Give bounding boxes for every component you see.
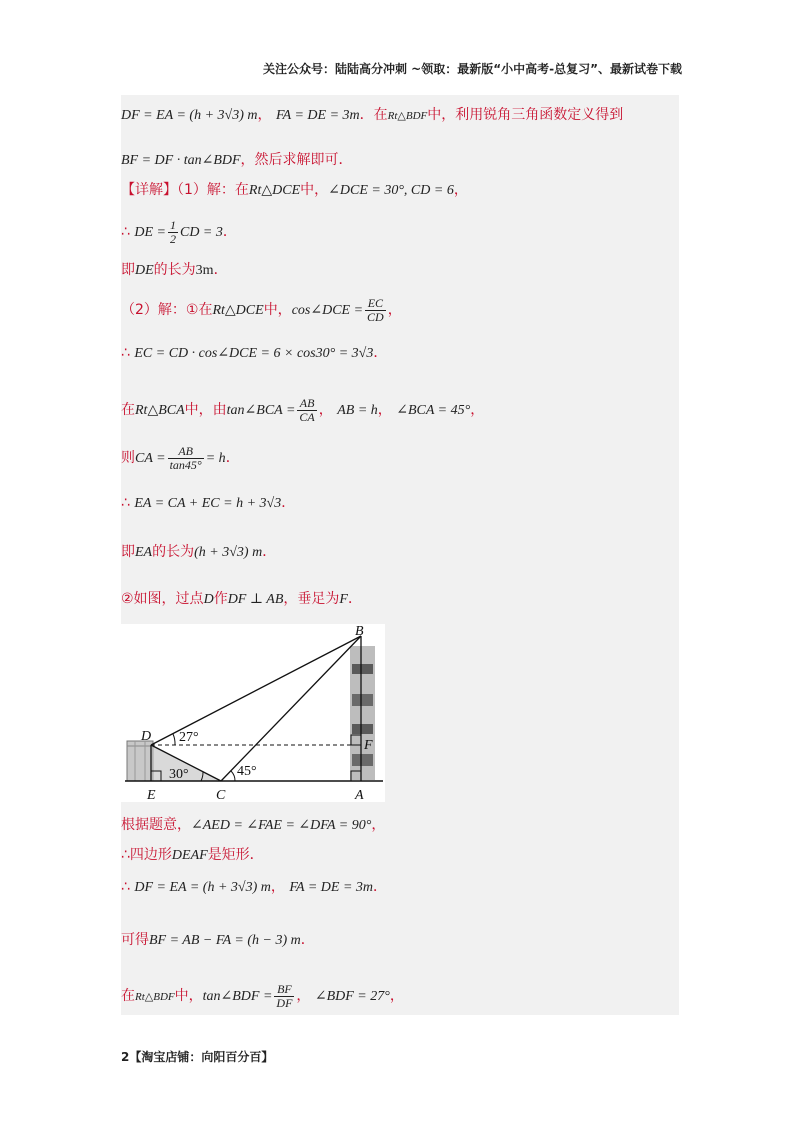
formula-perp: DF ⊥ AB <box>227 592 284 607</box>
text: 中，利用锐角三角函数定义得到 <box>427 107 624 123</box>
line-16 <box>121 930 315 951</box>
formula-ab-h: AB = h <box>337 403 378 418</box>
point-f: F <box>339 592 348 607</box>
label-b: B <box>355 624 364 639</box>
text: ． <box>281 495 296 511</box>
label-a: A <box>355 788 364 802</box>
line-4 <box>121 215 237 249</box>
therefore: ∴ <box>121 879 130 895</box>
line-14 <box>121 845 264 866</box>
angle-45: 45° <box>237 764 257 779</box>
line-9 <box>121 441 240 475</box>
fraction-ec-cd <box>365 297 386 324</box>
text: 中， <box>174 988 203 1004</box>
den: 2 <box>169 231 176 246</box>
formula-bf: BF = DF · tan∠BDF <box>121 153 241 168</box>
line-2 <box>121 150 353 171</box>
text: 在 <box>121 402 135 418</box>
angle-27: 27° <box>179 730 199 745</box>
text: 则 <box>121 450 135 466</box>
formula-df-ea: DF = EA = (h + 3√3) m <box>121 108 258 123</box>
text: ． <box>300 932 315 948</box>
figure-svg <box>121 624 385 802</box>
num: EC <box>365 297 386 311</box>
line-3 <box>121 180 468 201</box>
num: BF <box>274 983 294 997</box>
line-13 <box>121 815 385 836</box>
den: DF <box>276 995 293 1010</box>
triangle-bca: Rt△BCA <box>135 403 185 418</box>
text: 根据题意， <box>121 817 191 833</box>
text: ， <box>257 107 272 123</box>
formula-dce: ∠DCE = 30°, CD = 6 <box>328 183 454 198</box>
text: ， <box>387 302 402 318</box>
formula-df-ea: DF = EA = (h + 3√3) m <box>134 880 271 895</box>
de: DE <box>135 263 154 278</box>
triangle-dce: Rt△DCE <box>248 183 301 198</box>
formula-angles: ∠AED = ∠FAE = ∠DFA = 90° <box>191 818 372 833</box>
formula-bf-ab: BF = AB − FA = (h − 3) m <box>149 933 301 948</box>
point-d: D <box>203 592 214 607</box>
text: 可得 <box>121 932 149 948</box>
formula-ca: CA = <box>135 451 166 466</box>
text: ， <box>470 402 485 418</box>
line-10 <box>121 493 295 514</box>
line-7 <box>121 343 387 364</box>
num: 1 <box>169 217 176 232</box>
formula-bca: ∠BCA = 45° <box>396 403 471 418</box>
triangle-dce: Rt△DCE <box>212 303 264 318</box>
line-1 <box>121 105 623 126</box>
den: CD <box>367 309 384 324</box>
text: ， <box>377 402 392 418</box>
text: ，垂足为 <box>283 591 340 607</box>
den: CA <box>299 409 315 424</box>
num: AB <box>168 445 204 459</box>
therefore: ∴ <box>121 345 130 361</box>
text: 中， <box>263 302 292 318</box>
text: ． <box>225 450 240 466</box>
num: AB <box>297 397 316 411</box>
formula-bdf-27: ∠BDF = 27° <box>314 989 390 1004</box>
ea: EA <box>135 545 153 560</box>
fraction-bf-df <box>274 983 294 1010</box>
text: 中，由 <box>184 402 227 418</box>
label-c: C <box>216 788 226 802</box>
formula-tan: tan∠BCA = <box>226 403 296 418</box>
text: ．在 <box>359 107 388 123</box>
text: ， <box>270 879 285 895</box>
text: 即 <box>121 544 135 560</box>
formula-de: DE = <box>134 225 166 240</box>
arc-45 <box>231 771 235 781</box>
detail-heading: 【详解】（1）解：在 <box>121 182 249 198</box>
text: ． <box>213 262 228 278</box>
arc-27 <box>173 734 175 745</box>
text: ， <box>318 402 333 418</box>
formula-cd: CD = 3 <box>179 225 223 240</box>
text: ，然后求解即可． <box>240 152 353 168</box>
label-e: E <box>147 788 156 802</box>
text: ， <box>389 988 404 1004</box>
text: ． <box>222 224 237 240</box>
den: tan45° <box>169 457 202 472</box>
formula-cos: cos∠DCE = <box>291 303 364 318</box>
formula-ec: EC = CD · cos∠DCE = 6 × cos30° = 3√3 <box>134 346 374 361</box>
text: 即 <box>121 262 135 278</box>
text: ． <box>262 544 277 560</box>
building-right <box>350 646 375 780</box>
angle-30: 30° <box>169 767 189 782</box>
value-ea: (h + 3√3) m <box>194 545 263 560</box>
fraction-ab-ca <box>297 397 316 424</box>
text: ． <box>373 879 388 895</box>
geometry-figure <box>121 624 385 802</box>
segment-cb <box>221 636 361 781</box>
value-3m: 3m <box>195 263 214 278</box>
text: 在 <box>121 988 135 1004</box>
therefore: ∴ <box>121 224 130 240</box>
page-header: 关注公众号：陆陆高分冲刺 ~领取：最新版“小中高考-总复习”、最新试卷下载 <box>263 62 682 76</box>
segment-db <box>151 636 361 745</box>
text: ． <box>347 591 362 607</box>
line-5 <box>121 260 228 281</box>
text: ． <box>373 345 388 361</box>
line-17 <box>121 979 404 1013</box>
text: ， <box>453 182 468 198</box>
quad-deaf: DEAF <box>171 848 208 863</box>
solution-content <box>121 95 679 1015</box>
text: ∴四边形 <box>121 847 172 863</box>
text: 的长为 <box>152 544 195 560</box>
formula-h: = h <box>205 451 226 466</box>
text: （2）解：①在 <box>121 302 213 318</box>
line-11 <box>121 542 276 563</box>
formula-fa-de: FA = DE = 3m <box>289 880 374 895</box>
line-15 <box>121 877 387 898</box>
line-12 <box>121 589 362 610</box>
formula-fa-de: FA = DE = 3m <box>275 108 360 123</box>
triangle-bdf: Rt△BDF <box>135 991 175 1003</box>
formula-ea: EA = CA + EC = h + 3√3 <box>134 496 282 511</box>
text: ②如图，过点 <box>121 591 204 607</box>
text: 的长为 <box>153 262 196 278</box>
text: 作 <box>213 591 228 607</box>
line-6 <box>121 293 402 327</box>
fraction-ab-tan <box>168 445 204 472</box>
therefore: ∴ <box>121 495 130 511</box>
formula-tan-bdf: tan∠BDF = <box>202 989 273 1004</box>
text: 是矩形． <box>207 847 264 863</box>
page-footer: 2【淘宝店铺：向阳百分百】 <box>121 1050 274 1064</box>
text: ， <box>296 988 311 1004</box>
triangle-bdf: Rt△BDF <box>387 110 428 122</box>
line-8 <box>121 393 484 427</box>
label-f: F <box>364 738 373 753</box>
building-left <box>127 741 153 781</box>
fraction-half <box>168 219 178 246</box>
label-d: D <box>141 729 152 744</box>
text: ， <box>371 817 386 833</box>
text: 中， <box>300 182 329 198</box>
